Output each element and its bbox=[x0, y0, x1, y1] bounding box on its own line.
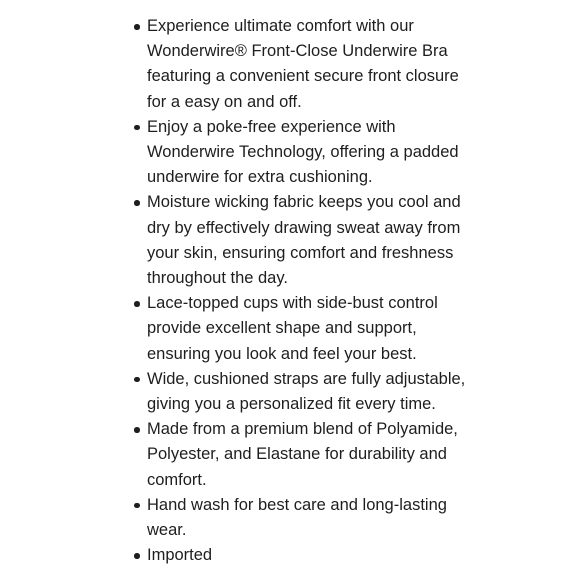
list-item bbox=[134, 493, 474, 543]
list-item-text: Moisture wicking fabric keeps you cool and dry by effectively drawing sweat away from your skin, ensuring comfort and freshness throughout the day. bbox=[147, 193, 461, 288]
list-item-text: Wide, cushioned straps are fully adjustable, giving you a personalized fit every time. bbox=[147, 369, 466, 414]
bullet-icon bbox=[134, 200, 140, 206]
list-item bbox=[134, 367, 474, 417]
bullet-icon bbox=[134, 301, 140, 307]
bullet-icon bbox=[134, 24, 140, 30]
list-item-text: Made from a premium blend of Polyamide, Polyester, and Elastane for durability and comfort. bbox=[147, 420, 458, 489]
bullet-icon bbox=[134, 377, 140, 383]
bullet-icon bbox=[134, 553, 140, 559]
list-item-text: Imported bbox=[147, 546, 213, 565]
bullet-icon bbox=[134, 125, 140, 131]
bullet-icon bbox=[134, 427, 140, 433]
bullet-icon bbox=[134, 503, 140, 509]
list-item bbox=[134, 115, 474, 191]
list-item bbox=[134, 14, 474, 115]
list-item-text: Lace-topped cups with side-bust control provide excellent shape and support, ensuring you look and feel your best. bbox=[147, 294, 438, 363]
product-details-list bbox=[134, 14, 474, 568]
list-item bbox=[134, 291, 474, 367]
list-item-text: Enjoy a poke-free experience with Wonderwire Technology, offering a padded underwire for extra cushioning. bbox=[147, 117, 459, 187]
list-item bbox=[134, 417, 474, 493]
list-item-text: Hand wash for best care and long-lasting wear. bbox=[147, 495, 447, 540]
list-item bbox=[134, 543, 474, 568]
list-item bbox=[134, 190, 474, 291]
list-item-text: Experience ultimate comfort with our Wonderwire® Front-Close Underwire Bra featuring a convenient secure front closure for a easy on and off. bbox=[147, 17, 459, 111]
